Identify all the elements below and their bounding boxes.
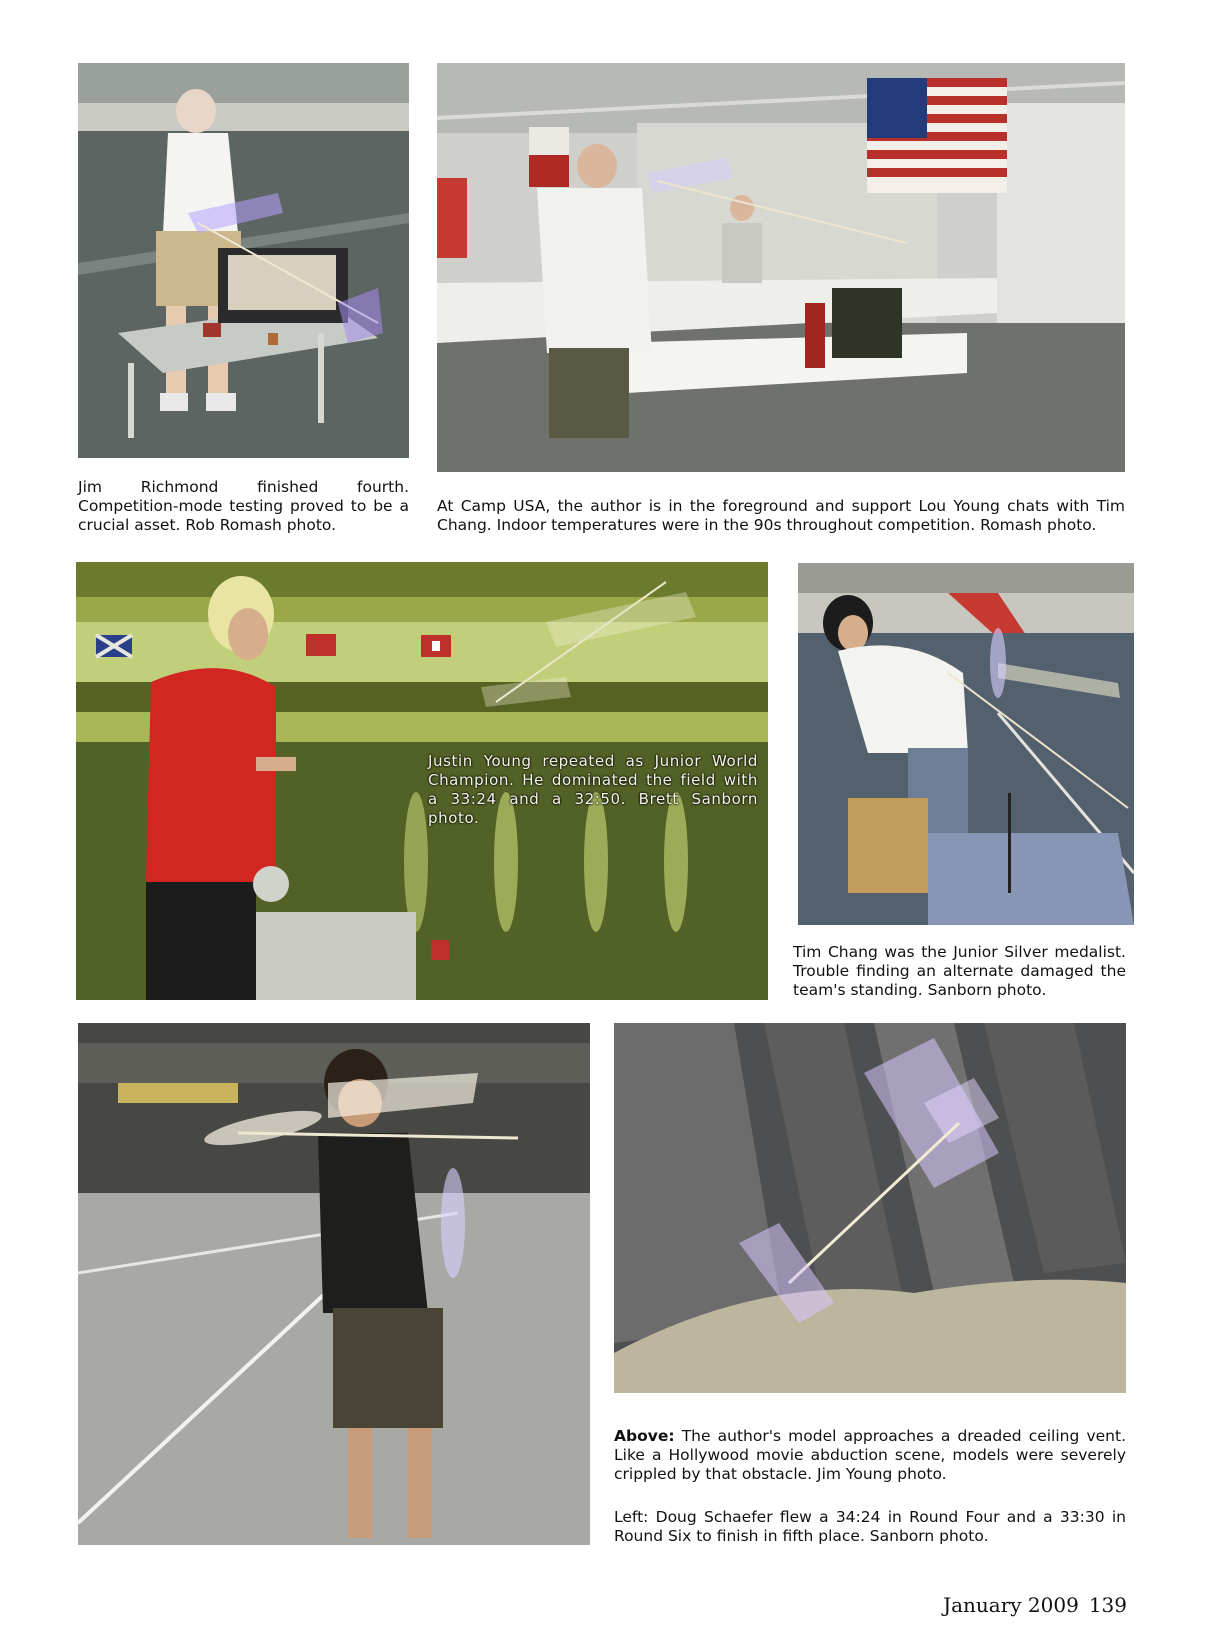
caption-above-label: Above: [614,1427,675,1445]
photo-jim-richmond [78,63,409,458]
caption-tim-chang: Tim Chang was the Junior Silver medalist. Trouble finding an alternate damaged the team's standing. Sanborn photo. [793,943,1126,999]
issue-date: January 2009 [943,1593,1079,1617]
caption-above-text: The author's model approaches a dreaded ceiling vent. Like a Hollywood movie abduction scene, models were severely crippled by that obstacle. Jim Young photo. [614,1427,1126,1483]
photo-camp-usa [437,63,1125,472]
photo-doug-schaefer [78,1023,590,1545]
us-flag [867,78,1007,193]
caption-camp-usa: At Camp USA, the author is in the foreground and support Lou Young chats with Tim Chang. Indoor temperatures were in the 90s throughout competition. Romash photo. [437,497,1125,534]
photo-ceiling-vent [614,1023,1126,1393]
photo-tim-chang [798,563,1134,925]
page-number: 139 [1088,1593,1127,1617]
page-folio [943,1593,1127,1617]
caption-ceiling-vent [614,1427,1126,1484]
caption-doug-schaefer: Left: Doug Schaefer flew a 34:24 in Round Four and a 33:30 in Round Six to finish in fifth place. Sanborn photo. [614,1508,1126,1545]
caption-jim-richmond: Jim Richmond finished fourth. Competition-mode testing proved to be a crucial asset. Rob Romash photo. [78,478,409,534]
caption-justin-young: Justin Young repeated as Junior World Champion. He dominated the field with a 33:24 and a 32:50. Brett Sanborn photo. [428,752,758,827]
